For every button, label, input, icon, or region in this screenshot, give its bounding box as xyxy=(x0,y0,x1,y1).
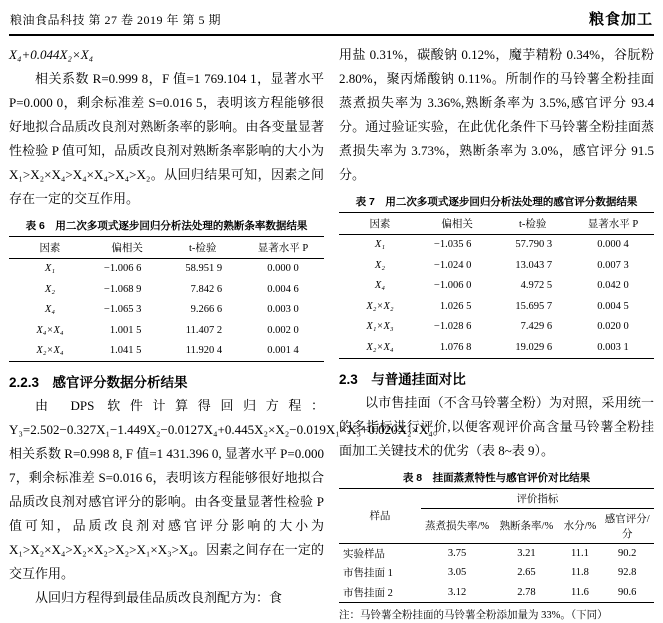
column-header-sig-p: 显著水平 P xyxy=(242,237,324,259)
column-header-moisture: 水分/% xyxy=(559,508,600,543)
paragraph-regression-cooked-break: 相关系数 R=0.999 8，F 值=1 769.104 1，显著水平 P=0.000 0，剩余标准差 S=0.016 5，表明该方程能够很好地拟合品质改良剂对熟断条率的影响。由各变量显著性检验 P 值可知，品质改良剂对熟断条率影响的大小为 X₁>X₂×X₄>X₄×X₄>X₄>X₂。从回归结果可知，因素之间存在一定的交互作用。 xyxy=(9,71,324,206)
table-row xyxy=(339,563,654,583)
value-cell: 58.951 9 xyxy=(185,263,223,275)
paragraph-sensory-regression: 由 DPS 软件计算得回归方程：Y₃=2.502−0.327X₁−1.449X₂−0.0127X₄+0.445X₂×X₂−0.019X₁×X₃+0.020X₂×X₄。相关系数 R=0.998 8, F 值=1 431.396 0, 显著水平 P=0.000 7，剩余标准差 S=0.016 6，表明该方程能够很好地拟合品质改良剂对感官评分的影响。由各变量显著性检验 P 值可知，品质改良剂对感官评分影响的大小为 X₁>X₂×X₄>X₂×X₂>X₂>X₁×X₃>X₄。因素之间存在一定的交互作用。 xyxy=(9,398,446,581)
paragraph-optimal-formula-continued: 用盐 0.31%，碳酸钠 0.12%，魔芋精粉 0.34%，谷朊粉 2.80%，聚丙烯酸钠 0.11%。所制作的马铃薯全粉挂面蒸煮损失率为 3.36%,熟断条率为 3.5%,感官评分 93.4 分。通过验证实验，在此优化条件下马铃薯全粉挂面蒸煮损失率为 3.73%，熟断条率为 3.0%，感官评分 91.5 分。 xyxy=(339,47,654,182)
factor-cell: X₂ xyxy=(44,283,55,295)
value-cell: 90.6 xyxy=(618,586,637,598)
value-cell: 0.020 0 xyxy=(597,321,629,333)
table-row xyxy=(339,296,654,317)
value-cell: 2.65 xyxy=(517,567,536,579)
value-cell: 90.2 xyxy=(618,547,637,559)
column-header-sig-p: 显著水平 P xyxy=(572,213,654,235)
table-row xyxy=(339,337,654,358)
value-cell: 1.026 5 xyxy=(439,300,472,312)
table-row xyxy=(9,279,324,300)
paragraph-comparison-intro: 以市售挂面（不含马铃薯全粉）为对照，采用统一的多指标进行评价,以便客观评价高含量马铃薯全粉挂面加工关键技术的优劣（表 8~表 9）。 xyxy=(339,394,654,458)
value-cell: 1.076 8 xyxy=(439,341,472,353)
factor-cell: X₁ xyxy=(44,263,55,275)
value-cell: 0.004 5 xyxy=(597,300,629,312)
value-cell: 1.001 5 xyxy=(109,324,142,336)
factor-cell: X₄ xyxy=(44,304,55,316)
journal-issue-info: 粮油食品科技 第 27 卷 2019 年 第 5 期 xyxy=(10,13,222,27)
column-header-cooking-loss: 蒸煮损失率/% xyxy=(421,508,493,543)
sample-cell: 市售挂面 1 xyxy=(343,568,393,580)
table-row xyxy=(339,583,654,603)
value-cell: 3.75 xyxy=(447,547,467,559)
column-header-factor: 因素 xyxy=(339,213,421,235)
table-row xyxy=(339,234,654,255)
value-cell: 1.041 5 xyxy=(109,345,142,357)
value-cell: −1.006 0 xyxy=(433,280,472,292)
factor-cell: X₁×X₃ xyxy=(366,321,394,333)
table-row xyxy=(9,320,324,341)
table-row xyxy=(339,255,654,276)
table-row xyxy=(9,258,324,279)
value-cell: 0.004 6 xyxy=(267,283,299,295)
value-cell: 3.05 xyxy=(447,567,467,579)
column-header-partial-corr: 偏相关 xyxy=(91,237,163,259)
table8-group-header-row xyxy=(339,488,654,508)
value-cell: 3.21 xyxy=(517,547,536,559)
value-cell: 11.8 xyxy=(570,567,589,579)
section-heading-2-3: 2.3 与普通挂面对比 xyxy=(339,371,466,387)
factor-cell: X₄×X₄ xyxy=(36,324,64,336)
value-cell: 7.842 6 xyxy=(190,283,223,295)
value-cell: −1.035 6 xyxy=(433,239,472,251)
value-cell: 11.407 2 xyxy=(185,324,223,336)
value-cell: 0.042 0 xyxy=(597,280,629,292)
value-cell: 11.6 xyxy=(570,586,589,598)
factor-cell: X₁ xyxy=(374,239,385,251)
value-cell: 0.002 0 xyxy=(267,324,299,336)
value-cell: 0.000 0 xyxy=(267,263,299,275)
column-header-sample: 样品 xyxy=(339,488,421,543)
table6-caption: 表 6 用二次多项式逐步回归分析法处理的熟断条率数据结果 xyxy=(25,220,308,232)
value-cell: −1.006 6 xyxy=(103,263,142,275)
factor-cell: X₄ xyxy=(374,280,385,292)
value-cell: 3.12 xyxy=(447,586,467,598)
value-cell: 2.78 xyxy=(517,586,536,598)
right-column xyxy=(339,43,654,623)
value-cell: 9.266 6 xyxy=(190,304,223,316)
table7 xyxy=(339,212,654,359)
column-header-partial-corr: 偏相关 xyxy=(421,213,493,235)
value-cell: 7.429 6 xyxy=(520,321,553,333)
value-cell: 19.029 6 xyxy=(515,341,553,353)
table8 xyxy=(339,488,654,604)
value-cell: −1.028 6 xyxy=(433,321,472,333)
table6-header-row xyxy=(9,237,324,259)
column-header-t-test: t-检验 xyxy=(493,213,572,235)
table8-footnote: 注：马铃薯全粉挂面的马铃薯全粉添加量为 33%。（下同） xyxy=(339,610,608,621)
table-row xyxy=(339,317,654,338)
table7-header-row xyxy=(339,213,654,235)
column-header-t-test: t-检验 xyxy=(163,237,242,259)
sample-cell: 市售挂面 2 xyxy=(343,587,393,599)
factor-cell: X₂×X₄ xyxy=(36,345,64,357)
value-cell: 0.003 0 xyxy=(267,304,299,316)
factor-cell: X₂×X₂ xyxy=(366,300,394,312)
value-cell: 15.695 7 xyxy=(515,300,553,312)
table6 xyxy=(9,236,324,362)
value-cell: 57.790 3 xyxy=(515,239,553,251)
value-cell: 0.007 3 xyxy=(597,259,629,271)
value-cell: 0.003 1 xyxy=(597,341,629,353)
table-row xyxy=(9,341,324,362)
paragraph-optimal-formula-start: 从回归方程得到最佳品质改良剂配方为：食 xyxy=(35,590,283,605)
value-cell: 13.043 7 xyxy=(515,259,553,271)
column-header-factor: 因素 xyxy=(9,237,91,259)
table-row xyxy=(339,276,654,297)
factor-cell: X₂×X₄ xyxy=(366,341,394,353)
value-cell: 11.920 4 xyxy=(185,345,223,357)
table-row xyxy=(339,543,654,563)
value-cell: −1.065 3 xyxy=(103,304,142,316)
value-cell: 0.001 4 xyxy=(267,345,299,357)
table7-caption: 表 7 用二次多项式逐步回归分析法处理的感官评分数据结果 xyxy=(355,196,638,208)
journal-section-label: 粮食加工 xyxy=(588,11,653,28)
value-cell: 92.8 xyxy=(618,567,637,579)
column-header-sensory-score: 感官评分/分 xyxy=(600,508,654,543)
value-cell: −1.068 9 xyxy=(103,283,142,295)
column-group-header-indicators: 评价指标 xyxy=(421,488,654,508)
value-cell: 4.972 5 xyxy=(520,280,553,292)
section-heading-2-2-3: 2.2.3 感官评分数据分析结果 xyxy=(9,375,188,390)
table-row xyxy=(9,300,324,321)
equation-carryover: X₄+0.044X₂×X₄ xyxy=(9,47,94,62)
page-header xyxy=(9,6,654,36)
column-header-broken-rate: 熟断条率/% xyxy=(493,508,559,543)
factor-cell: X₂ xyxy=(374,259,385,271)
value-cell: −1.024 0 xyxy=(433,259,472,271)
sample-cell: 实验样品 xyxy=(343,548,385,560)
two-column-body xyxy=(9,43,654,623)
value-cell: 0.000 4 xyxy=(597,239,629,251)
value-cell: 11.1 xyxy=(570,547,589,559)
table8-caption: 表 8 挂面蒸煮特性与感官评价对比结果 xyxy=(402,471,591,484)
